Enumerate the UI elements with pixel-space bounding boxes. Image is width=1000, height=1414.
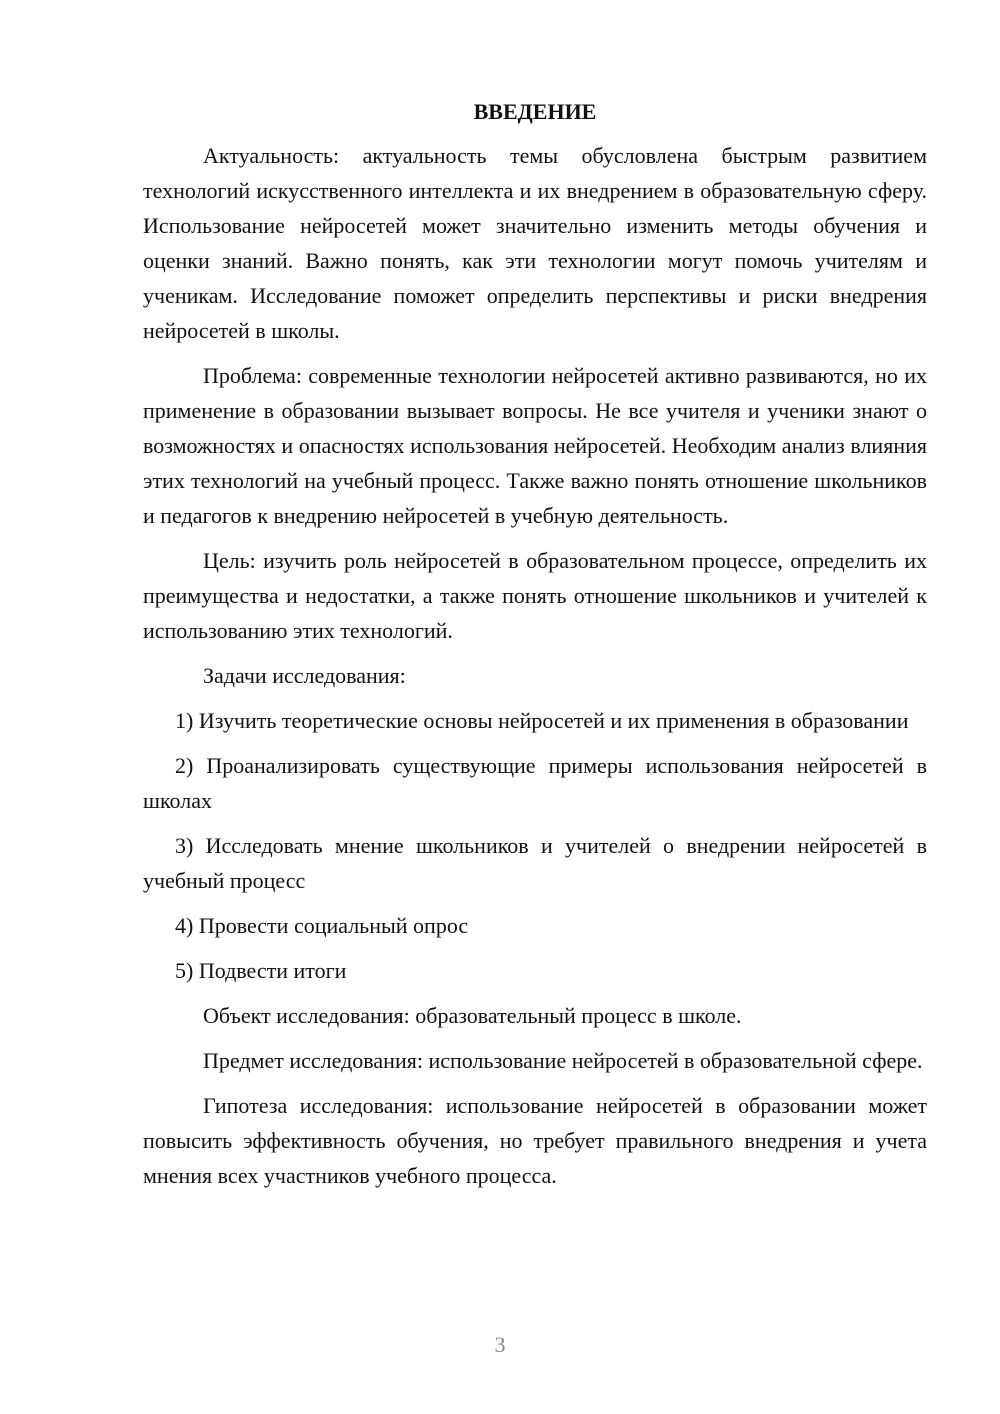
paragraph-hypothesis: Гипотеза исследования: использование нейросетей в образовании может повысить эффективность обучения, но требует правильного внедрения и учета мнения всех участников учебного процесса. bbox=[143, 1093, 927, 1188]
task-item-1: 1) Изучить теоретические основы нейросетей и их применения в образовании bbox=[175, 708, 909, 733]
section-heading: ВВЕДЕНИЕ bbox=[473, 99, 597, 124]
paragraph-object: Объект исследования: образовательный процесс в школе. bbox=[203, 1003, 742, 1028]
page-number: 3 bbox=[494, 1332, 506, 1357]
paragraph-relevance: Актуальность: актуальность темы обусловлена быстрым развитием технологий искусственного интеллекта и их внедрением в образовательную сферу. Использование нейросетей может значительно изменить методы обучения и оценки знаний. Важно понять, как эти технологии могут помочь учителям и ученикам. Исследование поможет определить перспективы и риски внедрения нейросетей в школы. bbox=[143, 143, 927, 343]
task-item-3: 3) Исследовать мнение школьников и учителей о внедрении нейросетей в учебный процесс bbox=[143, 833, 927, 893]
paragraph-goal: Цель: изучить роль нейросетей в образовательном процессе, определить их преимущества и недостатки, а также понять отношение школьников и учителей к использованию этих технологий. bbox=[143, 548, 927, 643]
document-page bbox=[143, 96, 927, 1203]
task-item-5: 5) Подвести итоги bbox=[175, 958, 347, 983]
paragraph-tasks-intro: Задачи исследования: bbox=[203, 663, 406, 688]
task-item-4: 4) Провести социальный опрос bbox=[175, 913, 469, 938]
paragraph-problem: Проблема: современные технологии нейросетей активно развиваются, но их применение в образовании вызывает вопросы. Не все учителя и ученики знают о возможностях и опасностях использования нейросетей. Необходим анализ влияния этих технологий на учебный процесс. Также важно понять отношение школьников и педагогов к внедрению нейросетей в учебную деятельность. bbox=[143, 363, 927, 528]
paragraph-subject: Предмет исследования: использование нейросетей в образовательной сфере. bbox=[203, 1048, 923, 1073]
task-item-2: 2) Проанализировать существующие примеры использования нейросетей в школах bbox=[143, 753, 927, 813]
